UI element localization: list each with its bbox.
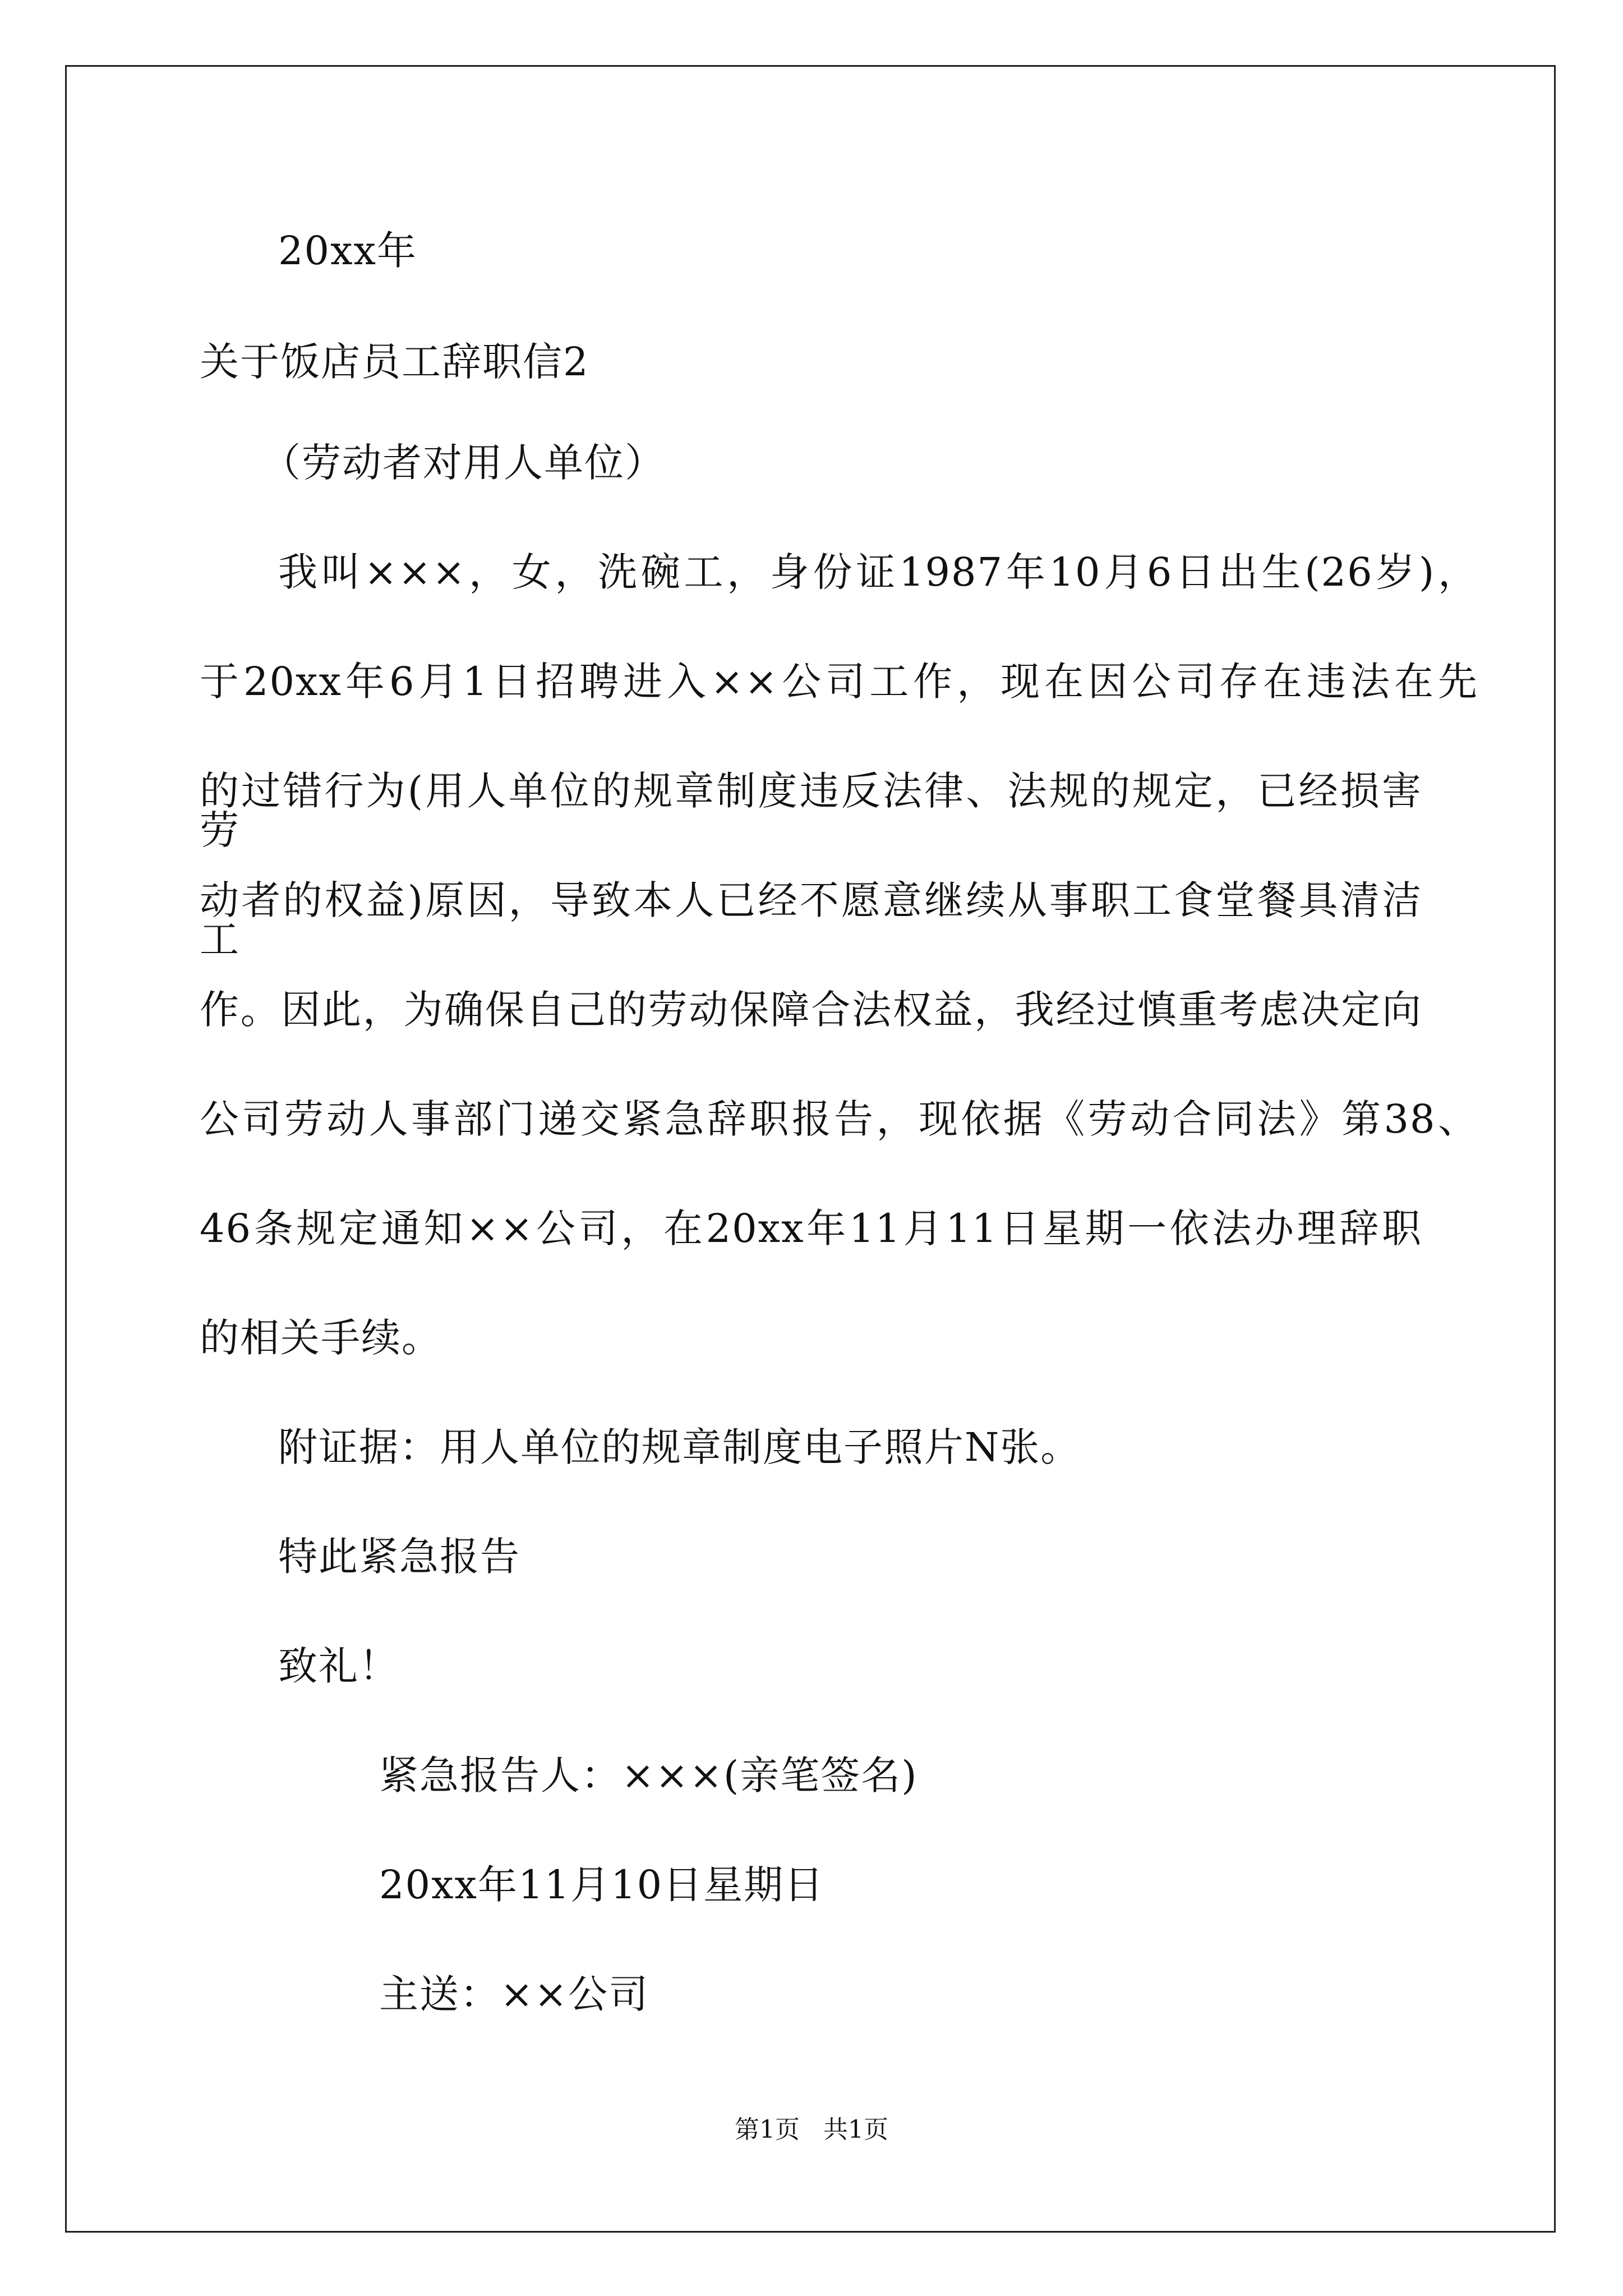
attachment-note: 附证据：用人单位的规章制度电子照片N张。	[278, 1424, 1081, 1470]
recipient: 主送：××公司	[379, 1971, 649, 2017]
body-line-5: 作。因此，为确保自己的劳动保障合法权益，我经过慎重考虑决定向	[200, 987, 1422, 1033]
document-title: 关于饭店员工辞职信2	[200, 339, 589, 385]
closing-report: 特此紧急报告	[278, 1534, 520, 1580]
body-line-2: 于20xx年6月1日招聘进入××公司工作，现在因公司存在违法在先	[200, 659, 1478, 705]
salutation: 致礼！	[278, 1643, 399, 1689]
document-subtitle: （劳动者对用人单位）	[261, 440, 665, 486]
body-line-3: 的过错行为(用人单位的规章制度违反法律、法规的规定，已经损害劳	[200, 768, 1422, 853]
page-footer: 第1页 共1页	[735, 2115, 888, 2144]
report-date: 20xx年11月10日星期日	[379, 1862, 825, 1908]
body-line-4: 动者的权益)原因，导致本人已经不愿意继续从事职工食堂餐具清洁工	[200, 877, 1422, 963]
heading-year: 20xx年	[278, 228, 418, 274]
signer: 紧急报告人：×××(亲笔签名)	[379, 1752, 918, 1798]
body-line-7: 46条规定通知××公司，在20xx年11月11日星期一依法办理辞职	[200, 1205, 1422, 1251]
body-line-1: 我叫×××，女，洗碗工，身份证1987年10月6日出生(26岁)，	[278, 549, 1478, 595]
body-line-6: 公司劳动人事部门递交紧急辞职报告，现依据《劳动合同法》第38、	[200, 1096, 1478, 1142]
body-line-8: 的相关手续。	[200, 1315, 442, 1361]
